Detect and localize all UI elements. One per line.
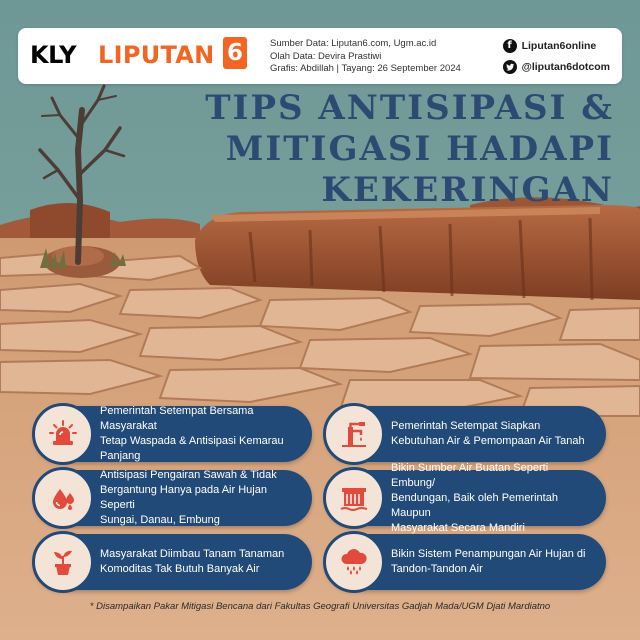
graphics-publish-line: Grafis: Abdillah | Tayang: 26 September 2024 [270, 63, 461, 74]
plant-pot-icon [48, 547, 78, 577]
tip-icon-disc [32, 531, 94, 593]
tip-text: Pemerintah Setempat Bersama Masyarakat Tetap Waspada & Antisipasi Kemarau Panjang [100, 405, 284, 462]
tip-text: Masyarakat Diimbau Tanam Tanaman Komoditas Tak Butuh Banyak Air [100, 548, 285, 575]
page-title [144, 88, 614, 211]
tip-card-planting [34, 534, 312, 590]
header-bar [18, 28, 622, 84]
water-drops-icon [48, 483, 78, 513]
twitter-handle[interactable] [503, 57, 610, 76]
tip-text: Pemerintah Setempat Siapkan Kebutuhan Air & Pemompaan Air Tanah [391, 420, 585, 447]
tip-card-rainwater [325, 534, 606, 590]
tip-card-water-pump [325, 406, 606, 462]
tip-card-dam [325, 461, 606, 534]
title-line-3: KEKERINGAN [321, 170, 614, 210]
title-line-1: TIPS ANTISIPASI & [205, 88, 614, 128]
tip-icon-disc [32, 467, 94, 529]
tip-card-irrigation [34, 470, 312, 526]
source-line: Sumber Data: Liputan6.com, Ugm.ac.id [270, 38, 437, 49]
twitter-handle-text: @liputan6dotcom [521, 60, 610, 73]
dam-icon [339, 483, 369, 513]
facebook-handle[interactable] [503, 36, 610, 55]
tip-text: Antisipasi Pengairan Sawah & Tidak Bergantung Hanya pada Air Hujan Seperti Sungai, Danau, Embung [100, 469, 277, 526]
facebook-icon: f [503, 39, 517, 53]
water-pump-icon [339, 419, 369, 449]
tip-icon-disc [32, 403, 94, 465]
source-footnote: * Disampaikan Pakar Mitigasi Bencana dari Fakultas Geografi Universitas Gadjah Mada/UGM Djati Mardiatno [89, 601, 551, 612]
liputan6-logo-text[interactable]: LIPUTAN [98, 41, 215, 69]
tip-icon-disc [323, 531, 385, 593]
tip-icon-disc [323, 467, 385, 529]
facebook-handle-text: Liputan6online [521, 39, 597, 52]
siren-icon [48, 419, 78, 449]
data-processing-line: Olah Data: Devira Prastiwi [270, 50, 382, 62]
liputan6-logo-number: 6 [223, 37, 247, 69]
title-line-2: MITIGASI HADAPI [225, 129, 614, 169]
tip-card-alert [34, 406, 312, 462]
source-credits [270, 38, 461, 76]
twitter-icon [503, 60, 517, 74]
kly-logo[interactable]: KLY [30, 41, 77, 69]
rain-cloud-icon [339, 547, 369, 577]
tip-text: Bikin Sumber Air Buatan Seperti Embung/ Bendungan, Baik oleh Pemerintah Maupun Masyarakat Secara Mandiri [391, 461, 558, 534]
tip-icon-disc [323, 403, 385, 465]
tip-text: Bikin Sistem Penampungan Air Hujan di Tandon-Tandon Air [391, 548, 586, 575]
social-handles [503, 36, 610, 78]
